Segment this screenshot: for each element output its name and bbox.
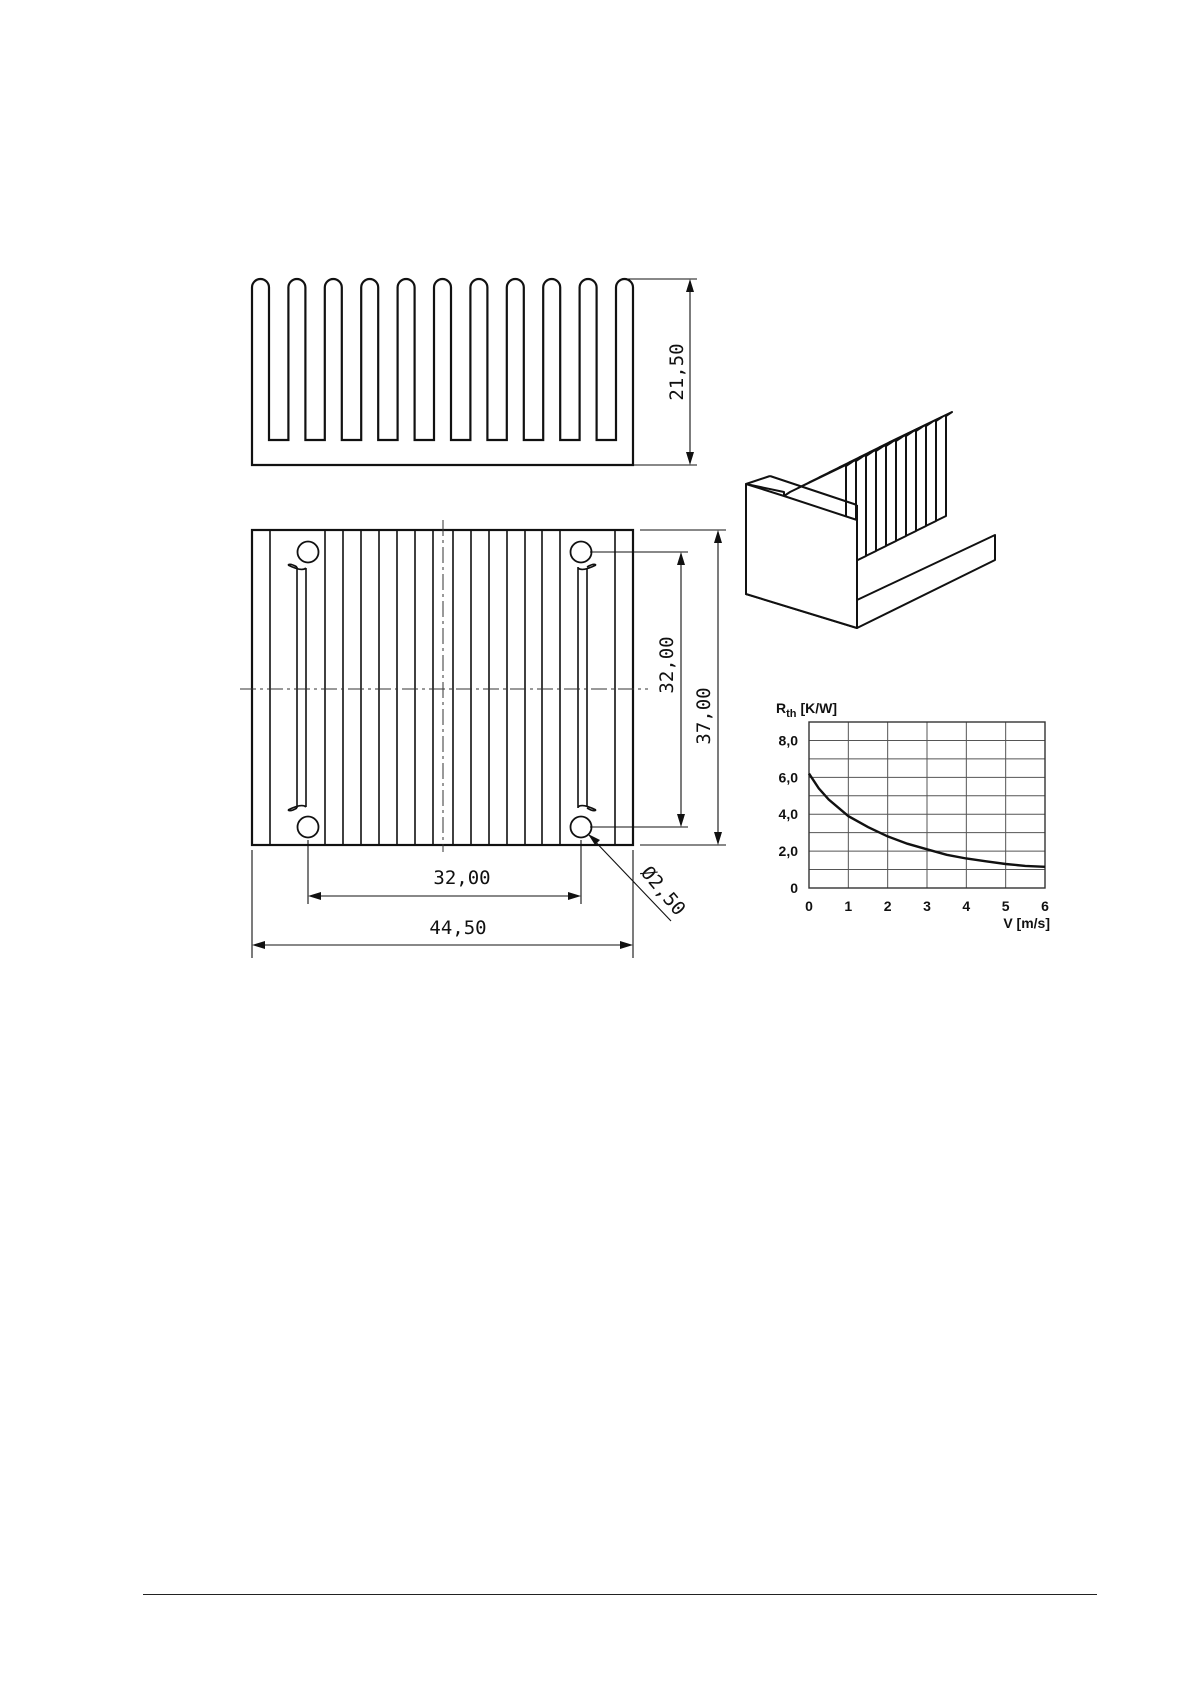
x-tick-label: 0 [805,898,813,914]
overall-height-label: 37,00 [693,687,715,745]
x-tick-labels [805,898,1049,914]
y-tick-label: 8,0 [778,732,798,749]
x-tick-label: 4 [962,898,971,914]
hole-bottom-left [298,817,319,838]
y-tick-label: 4,0 [778,806,798,823]
hole-top-left [298,542,319,563]
x-axis-label: V [m/s] [1003,915,1050,931]
x-tick-label: 3 [923,898,931,914]
x-tick-label: 1 [844,898,853,914]
heatsink-side-view [252,279,633,465]
hole-spacing-horizontal-label: 32,00 [433,867,491,889]
y-axis-label: $R_{th}$ [K/W] [776,700,838,720]
hole-top-right [571,542,592,563]
chart-grid [809,722,1045,888]
x-tick-label: 6 [1041,898,1049,914]
y-tick-label: 0 [790,880,798,896]
hole-diameter-label: Ø2,50 [636,862,690,921]
overall-width-label: 44,50 [429,917,487,939]
x-tick-label: 2 [883,898,892,914]
side-height-label: 21,50 [666,343,688,401]
thermal-resistance-chart [776,700,1050,931]
y-tick-labels [779,732,799,896]
hole-spacing-vertical-label: 32,00 [656,636,678,694]
heatsink-top-view [240,520,648,852]
y-tick-label: 2,0 [778,843,798,860]
footer-rule [143,1594,1097,1595]
heatsink-isometric-view [746,412,995,628]
x-tick-label: 5 [1001,898,1010,914]
heatsink-side-outline [252,279,633,465]
mounting-slots [288,564,596,810]
y-tick-label: 6,0 [778,769,798,786]
